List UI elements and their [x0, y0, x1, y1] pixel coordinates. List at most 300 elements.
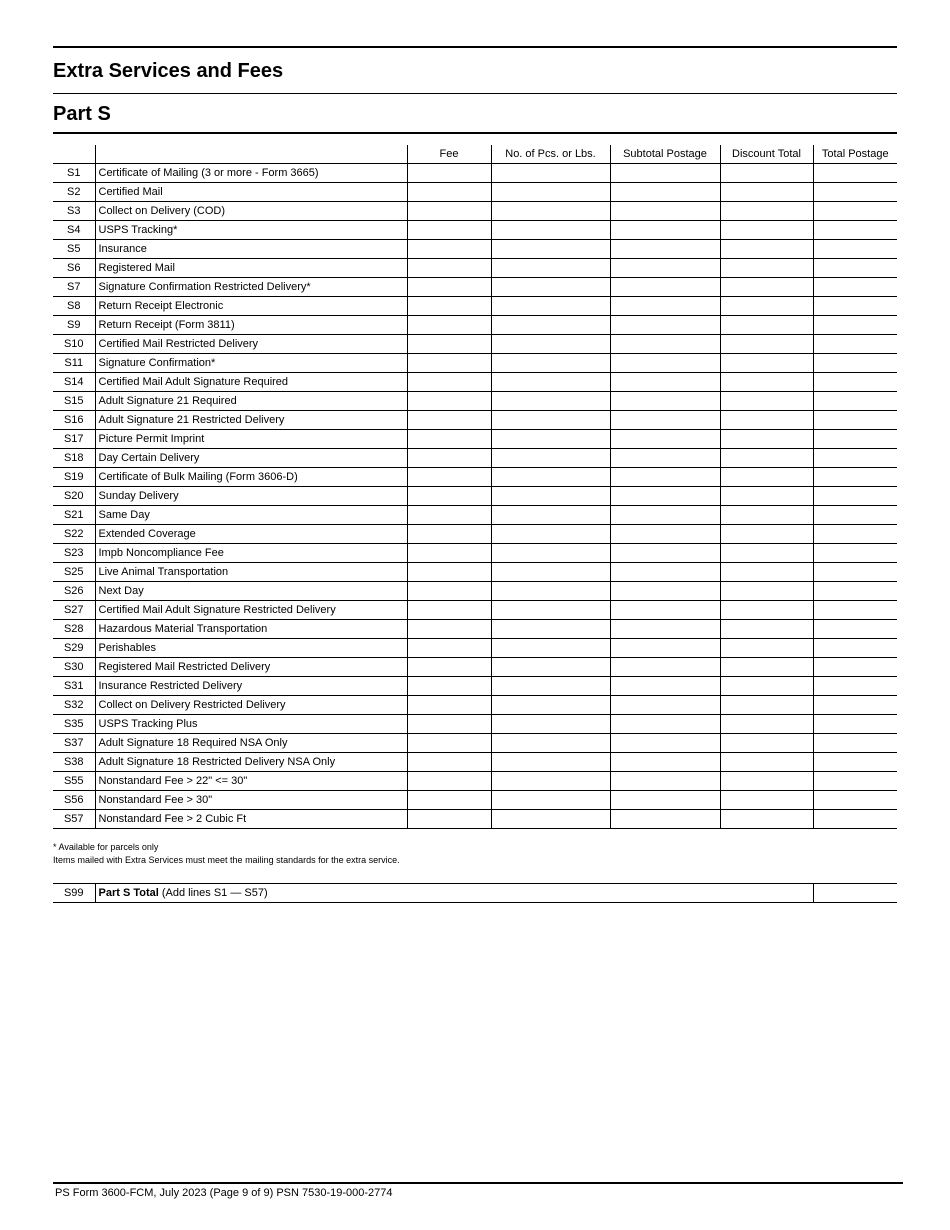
total-row [53, 884, 897, 903]
discount-total-field[interactable] [720, 373, 813, 392]
discount-total-field[interactable] [720, 240, 813, 259]
subtotal-postage-field[interactable] [610, 430, 720, 449]
discount-total-field[interactable] [720, 544, 813, 563]
fee-field[interactable] [407, 354, 491, 373]
row-label: Nonstandard Fee > 2 Cubic Ft [95, 810, 407, 829]
subtotal-postage-field[interactable] [610, 240, 720, 259]
footer-rule [53, 1182, 903, 1184]
pieces-field[interactable] [491, 810, 610, 829]
subtotal-postage-field[interactable] [610, 316, 720, 335]
footnote-parcels: * Available for parcels only [53, 842, 159, 852]
pieces-field[interactable] [491, 791, 610, 810]
pieces-field[interactable] [491, 240, 610, 259]
row-label: Live Animal Transportation [95, 563, 407, 582]
total-postage-field[interactable] [813, 392, 897, 411]
row-label: Sunday Delivery [95, 487, 407, 506]
subtotal-postage-field[interactable] [610, 335, 720, 354]
subtotal-postage-field[interactable] [610, 658, 720, 677]
subtotal-postage-field[interactable] [610, 734, 720, 753]
row-code: S10 [53, 335, 95, 354]
row-label: Insurance [95, 240, 407, 259]
subtotal-postage-field[interactable] [610, 354, 720, 373]
pieces-field[interactable] [491, 164, 610, 183]
row-code: S15 [53, 392, 95, 411]
discount-total-field[interactable] [720, 677, 813, 696]
discount-total-field[interactable] [720, 620, 813, 639]
fee-field[interactable] [407, 639, 491, 658]
row-label: Collect on Delivery Restricted Delivery [95, 696, 407, 715]
subtotal-postage-field[interactable] [610, 411, 720, 430]
pieces-field[interactable] [491, 373, 610, 392]
total-postage-field[interactable] [813, 221, 897, 240]
fee-field[interactable] [407, 221, 491, 240]
fee-field[interactable] [407, 772, 491, 791]
fee-field[interactable] [407, 620, 491, 639]
subtotal-postage-field[interactable] [610, 677, 720, 696]
table-row [53, 734, 897, 753]
row-label: Certificate of Mailing (3 or more - Form 3665) [95, 164, 407, 183]
extra-services-table [53, 145, 897, 829]
fee-field[interactable] [407, 373, 491, 392]
fee-field[interactable] [407, 278, 491, 297]
total-postage-field[interactable] [813, 582, 897, 601]
total-postage-field[interactable] [813, 601, 897, 620]
discount-total-field[interactable] [720, 563, 813, 582]
table-row [53, 373, 897, 392]
fee-field[interactable] [407, 753, 491, 772]
total-postage-field[interactable] [813, 525, 897, 544]
total-postage-field[interactable] [813, 696, 897, 715]
subtotal-postage-field[interactable] [610, 183, 720, 202]
fee-field[interactable] [407, 468, 491, 487]
discount-total-field[interactable] [720, 449, 813, 468]
pieces-field[interactable] [491, 316, 610, 335]
discount-total-field[interactable] [720, 183, 813, 202]
header-code-cell [53, 145, 95, 164]
form-footer: PS Form 3600-FCM, July 2023 (Page 9 of 9) PSN 7530-19-000-2774 [55, 1187, 393, 1199]
row-code: S56 [53, 791, 95, 810]
table-row [53, 183, 897, 202]
row-code: S14 [53, 373, 95, 392]
subtotal-postage-field[interactable] [610, 525, 720, 544]
total-postage-field[interactable] [813, 677, 897, 696]
row-code: S6 [53, 259, 95, 278]
total-label [95, 884, 813, 903]
pieces-field[interactable] [491, 525, 610, 544]
row-code: S2 [53, 183, 95, 202]
row-code: S22 [53, 525, 95, 544]
discount-total-field[interactable] [720, 487, 813, 506]
subtotal-postage-field[interactable] [610, 449, 720, 468]
subtotal-postage-field[interactable] [610, 810, 720, 829]
table-row [53, 677, 897, 696]
row-label: Picture Permit Imprint [95, 430, 407, 449]
fee-field[interactable] [407, 563, 491, 582]
row-label: Day Certain Delivery [95, 449, 407, 468]
fee-field[interactable] [407, 316, 491, 335]
total-postage-field[interactable] [813, 791, 897, 810]
subtotal-postage-field[interactable] [610, 582, 720, 601]
row-code: S7 [53, 278, 95, 297]
pieces-field[interactable] [491, 772, 610, 791]
total-code: S99 [53, 884, 95, 903]
discount-total-field[interactable] [720, 658, 813, 677]
table-row [53, 658, 897, 677]
total-postage-field[interactable] [813, 772, 897, 791]
fee-field[interactable] [407, 810, 491, 829]
row-code: S29 [53, 639, 95, 658]
row-label: USPS Tracking* [95, 221, 407, 240]
fee-field[interactable] [407, 297, 491, 316]
table-row [53, 316, 897, 335]
row-code: S28 [53, 620, 95, 639]
fee-field[interactable] [407, 411, 491, 430]
total-postage-field[interactable] [813, 373, 897, 392]
row-label: Extended Coverage [95, 525, 407, 544]
discount-total-field[interactable] [720, 639, 813, 658]
total-postage-field[interactable] [813, 316, 897, 335]
subtotal-postage-field[interactable] [610, 753, 720, 772]
subtotal-postage-field[interactable] [610, 259, 720, 278]
row-label: Certified Mail Restricted Delivery [95, 335, 407, 354]
discount-total-field[interactable] [720, 601, 813, 620]
row-label: Hazardous Material Transportation [95, 620, 407, 639]
discount-total-field[interactable] [720, 316, 813, 335]
row-code: S19 [53, 468, 95, 487]
row-code: S11 [53, 354, 95, 373]
table-row [53, 753, 897, 772]
column-header-pieces: No. of Pcs. or Lbs. [491, 145, 610, 164]
row-label: Next Day [95, 582, 407, 601]
row-code: S32 [53, 696, 95, 715]
total-postage-field[interactable] [813, 297, 897, 316]
pieces-field[interactable] [491, 392, 610, 411]
row-label: Same Day [95, 506, 407, 525]
pieces-field[interactable] [491, 582, 610, 601]
total-postage-field[interactable] [813, 563, 897, 582]
row-code: S21 [53, 506, 95, 525]
row-label: Registered Mail [95, 259, 407, 278]
discount-total-field[interactable] [720, 772, 813, 791]
table-row [53, 221, 897, 240]
pieces-field[interactable] [491, 430, 610, 449]
total-postage-field[interactable] [813, 183, 897, 202]
row-code: S3 [53, 202, 95, 221]
row-code: S30 [53, 658, 95, 677]
total-postage-field[interactable] [813, 810, 897, 829]
subtotal-postage-field[interactable] [610, 487, 720, 506]
row-code: S4 [53, 221, 95, 240]
row-label: Return Receipt Electronic [95, 297, 407, 316]
pieces-field[interactable] [491, 563, 610, 582]
fee-field[interactable] [407, 601, 491, 620]
table-row [53, 772, 897, 791]
pieces-field[interactable] [491, 411, 610, 430]
subtotal-postage-field[interactable] [610, 297, 720, 316]
table-row [53, 563, 897, 582]
pieces-field[interactable] [491, 677, 610, 696]
fee-field[interactable] [407, 791, 491, 810]
subtotal-postage-field[interactable] [610, 373, 720, 392]
row-label: Adult Signature 21 Restricted Delivery [95, 411, 407, 430]
pieces-field[interactable] [491, 620, 610, 639]
total-label-rest: (Add lines S1 — S57) [158, 887, 268, 899]
total-postage-field[interactable] [813, 734, 897, 753]
subtotal-postage-field[interactable] [610, 715, 720, 734]
table-row [53, 601, 897, 620]
pieces-field[interactable] [491, 696, 610, 715]
fee-field[interactable] [407, 430, 491, 449]
table-row [53, 449, 897, 468]
row-code: S26 [53, 582, 95, 601]
fee-field[interactable] [407, 506, 491, 525]
fee-field[interactable] [407, 696, 491, 715]
subtotal-postage-field[interactable] [610, 202, 720, 221]
row-code: S37 [53, 734, 95, 753]
fee-field[interactable] [407, 544, 491, 563]
row-code: S31 [53, 677, 95, 696]
fee-field[interactable] [407, 677, 491, 696]
discount-total-field[interactable] [720, 164, 813, 183]
row-code: S16 [53, 411, 95, 430]
row-code: S1 [53, 164, 95, 183]
pieces-field[interactable] [491, 639, 610, 658]
total-postage-field[interactable] [813, 202, 897, 221]
subtotal-postage-field[interactable] [610, 221, 720, 240]
pieces-field[interactable] [491, 259, 610, 278]
discount-total-field[interactable] [720, 753, 813, 772]
pieces-field[interactable] [491, 753, 610, 772]
table-row [53, 525, 897, 544]
page-title: Extra Services and Fees [53, 60, 284, 82]
subtotal-postage-field[interactable] [610, 392, 720, 411]
footnote-standards: Items mailed with Extra Services must meet the mailing standards for the extra service. [53, 855, 400, 865]
table-row [53, 639, 897, 658]
table-row [53, 430, 897, 449]
header-description-cell [95, 145, 407, 164]
part-title: Part S [53, 103, 111, 125]
pieces-field[interactable] [491, 297, 610, 316]
total-table [53, 883, 897, 903]
discount-total-field[interactable] [720, 468, 813, 487]
pieces-field[interactable] [491, 202, 610, 221]
pieces-field[interactable] [491, 468, 610, 487]
row-label: USPS Tracking Plus [95, 715, 407, 734]
table-row [53, 202, 897, 221]
subtotal-postage-field[interactable] [610, 620, 720, 639]
row-label: Certified Mail [95, 183, 407, 202]
row-code: S17 [53, 430, 95, 449]
total-postage-field[interactable] [813, 506, 897, 525]
row-label: Signature Confirmation Restricted Delivery* [95, 278, 407, 297]
discount-total-field[interactable] [720, 582, 813, 601]
column-header-discount: Discount Total [720, 145, 813, 164]
fee-field[interactable] [407, 715, 491, 734]
table-row [53, 278, 897, 297]
pieces-field[interactable] [491, 506, 610, 525]
row-label: Nonstandard Fee > 30" [95, 791, 407, 810]
table-row [53, 259, 897, 278]
subtotal-postage-field[interactable] [610, 601, 720, 620]
table-row [53, 696, 897, 715]
table-row [53, 297, 897, 316]
subtotal-postage-field[interactable] [610, 544, 720, 563]
discount-total-field[interactable] [720, 335, 813, 354]
row-code: S9 [53, 316, 95, 335]
fee-field[interactable] [407, 392, 491, 411]
pieces-field[interactable] [491, 487, 610, 506]
subtotal-postage-field[interactable] [610, 506, 720, 525]
row-label: Adult Signature 18 Restricted Delivery NSA Only [95, 753, 407, 772]
row-code: S18 [53, 449, 95, 468]
table-row [53, 392, 897, 411]
top-rule [53, 46, 897, 48]
pieces-field[interactable] [491, 183, 610, 202]
row-code: S23 [53, 544, 95, 563]
fee-field[interactable] [407, 259, 491, 278]
discount-total-field[interactable] [720, 392, 813, 411]
total-postage-field[interactable] [813, 468, 897, 487]
discount-total-field[interactable] [720, 810, 813, 829]
discount-total-field[interactable] [720, 506, 813, 525]
pieces-field[interactable] [491, 278, 610, 297]
subtotal-postage-field[interactable] [610, 696, 720, 715]
subtotal-postage-field[interactable] [610, 791, 720, 810]
row-code: S35 [53, 715, 95, 734]
row-label: Adult Signature 21 Required [95, 392, 407, 411]
pieces-field[interactable] [491, 734, 610, 753]
table-row [53, 810, 897, 829]
table-row [53, 791, 897, 810]
row-code: S20 [53, 487, 95, 506]
row-code: S38 [53, 753, 95, 772]
row-label: Nonstandard Fee > 22" <= 30" [95, 772, 407, 791]
fee-field[interactable] [407, 449, 491, 468]
row-code: S5 [53, 240, 95, 259]
table-row [53, 506, 897, 525]
subtotal-postage-field[interactable] [610, 468, 720, 487]
fee-field[interactable] [407, 240, 491, 259]
subtotal-postage-field[interactable] [610, 563, 720, 582]
total-postage-field[interactable] [813, 278, 897, 297]
row-label: Certificate of Bulk Mailing (Form 3606-D) [95, 468, 407, 487]
total-label-bold: Part S Total [98, 887, 159, 899]
total-postage-field[interactable] [813, 544, 897, 563]
title-divider [53, 93, 897, 94]
fee-field[interactable] [407, 183, 491, 202]
column-header-total: Total Postage [813, 145, 897, 164]
discount-total-field[interactable] [720, 221, 813, 240]
fee-field[interactable] [407, 525, 491, 544]
row-label: Impb Noncompliance Fee [95, 544, 407, 563]
total-postage-field[interactable] [813, 487, 897, 506]
total-postage-field[interactable] [813, 240, 897, 259]
fee-field[interactable] [407, 582, 491, 601]
pieces-field[interactable] [491, 715, 610, 734]
total-postage-field[interactable] [813, 620, 897, 639]
discount-total-field[interactable] [720, 278, 813, 297]
row-label: Insurance Restricted Delivery [95, 677, 407, 696]
table-row [53, 240, 897, 259]
row-label: Registered Mail Restricted Delivery [95, 658, 407, 677]
pieces-field[interactable] [491, 658, 610, 677]
column-header-fee: Fee [407, 145, 491, 164]
total-postage-field[interactable] [813, 753, 897, 772]
row-code: S25 [53, 563, 95, 582]
discount-total-field[interactable] [720, 354, 813, 373]
table-row [53, 468, 897, 487]
subtotal-postage-field[interactable] [610, 278, 720, 297]
subtotal-postage-field[interactable] [610, 164, 720, 183]
total-postage-field[interactable] [813, 259, 897, 278]
fee-field[interactable] [407, 734, 491, 753]
subtotal-postage-field[interactable] [610, 639, 720, 658]
part-rule [53, 132, 897, 134]
pieces-field[interactable] [491, 544, 610, 563]
discount-total-field[interactable] [720, 297, 813, 316]
total-postage-field[interactable] [813, 354, 897, 373]
footnotes [53, 841, 400, 867]
subtotal-postage-field[interactable] [610, 772, 720, 791]
discount-total-field[interactable] [720, 715, 813, 734]
pieces-field[interactable] [491, 221, 610, 240]
column-header-subtotal: Subtotal Postage [610, 145, 720, 164]
discount-total-field[interactable] [720, 411, 813, 430]
row-label: Certified Mail Adult Signature Required [95, 373, 407, 392]
discount-total-field[interactable] [720, 791, 813, 810]
total-postage-field[interactable] [813, 430, 897, 449]
total-postage-field[interactable] [813, 449, 897, 468]
table-row [53, 715, 897, 734]
pieces-field[interactable] [491, 449, 610, 468]
total-postage-field[interactable] [813, 658, 897, 677]
row-code: S8 [53, 297, 95, 316]
discount-total-field[interactable] [720, 430, 813, 449]
fee-field[interactable] [407, 164, 491, 183]
pieces-field[interactable] [491, 601, 610, 620]
total-postage-field[interactable] [813, 715, 897, 734]
table-row [53, 582, 897, 601]
table-row [53, 335, 897, 354]
row-label: Adult Signature 18 Required NSA Only [95, 734, 407, 753]
fee-field[interactable] [407, 487, 491, 506]
table-row [53, 164, 897, 183]
discount-total-field[interactable] [720, 525, 813, 544]
row-code: S27 [53, 601, 95, 620]
fee-field[interactable] [407, 335, 491, 354]
discount-total-field[interactable] [720, 259, 813, 278]
row-label: Perishables [95, 639, 407, 658]
fee-field[interactable] [407, 658, 491, 677]
total-postage-field[interactable] [813, 164, 897, 183]
table-row [53, 487, 897, 506]
pieces-field[interactable] [491, 335, 610, 354]
total-postage-field[interactable] [813, 411, 897, 430]
pieces-field[interactable] [491, 354, 610, 373]
discount-total-field[interactable] [720, 696, 813, 715]
fee-field[interactable] [407, 202, 491, 221]
total-postage-field[interactable] [813, 884, 897, 903]
row-label: Certified Mail Adult Signature Restricted Delivery [95, 601, 407, 620]
discount-total-field[interactable] [720, 734, 813, 753]
total-postage-field[interactable] [813, 639, 897, 658]
discount-total-field[interactable] [720, 202, 813, 221]
total-postage-field[interactable] [813, 335, 897, 354]
row-code: S57 [53, 810, 95, 829]
table-row [53, 620, 897, 639]
row-label: Return Receipt (Form 3811) [95, 316, 407, 335]
table-header-row [53, 145, 897, 164]
